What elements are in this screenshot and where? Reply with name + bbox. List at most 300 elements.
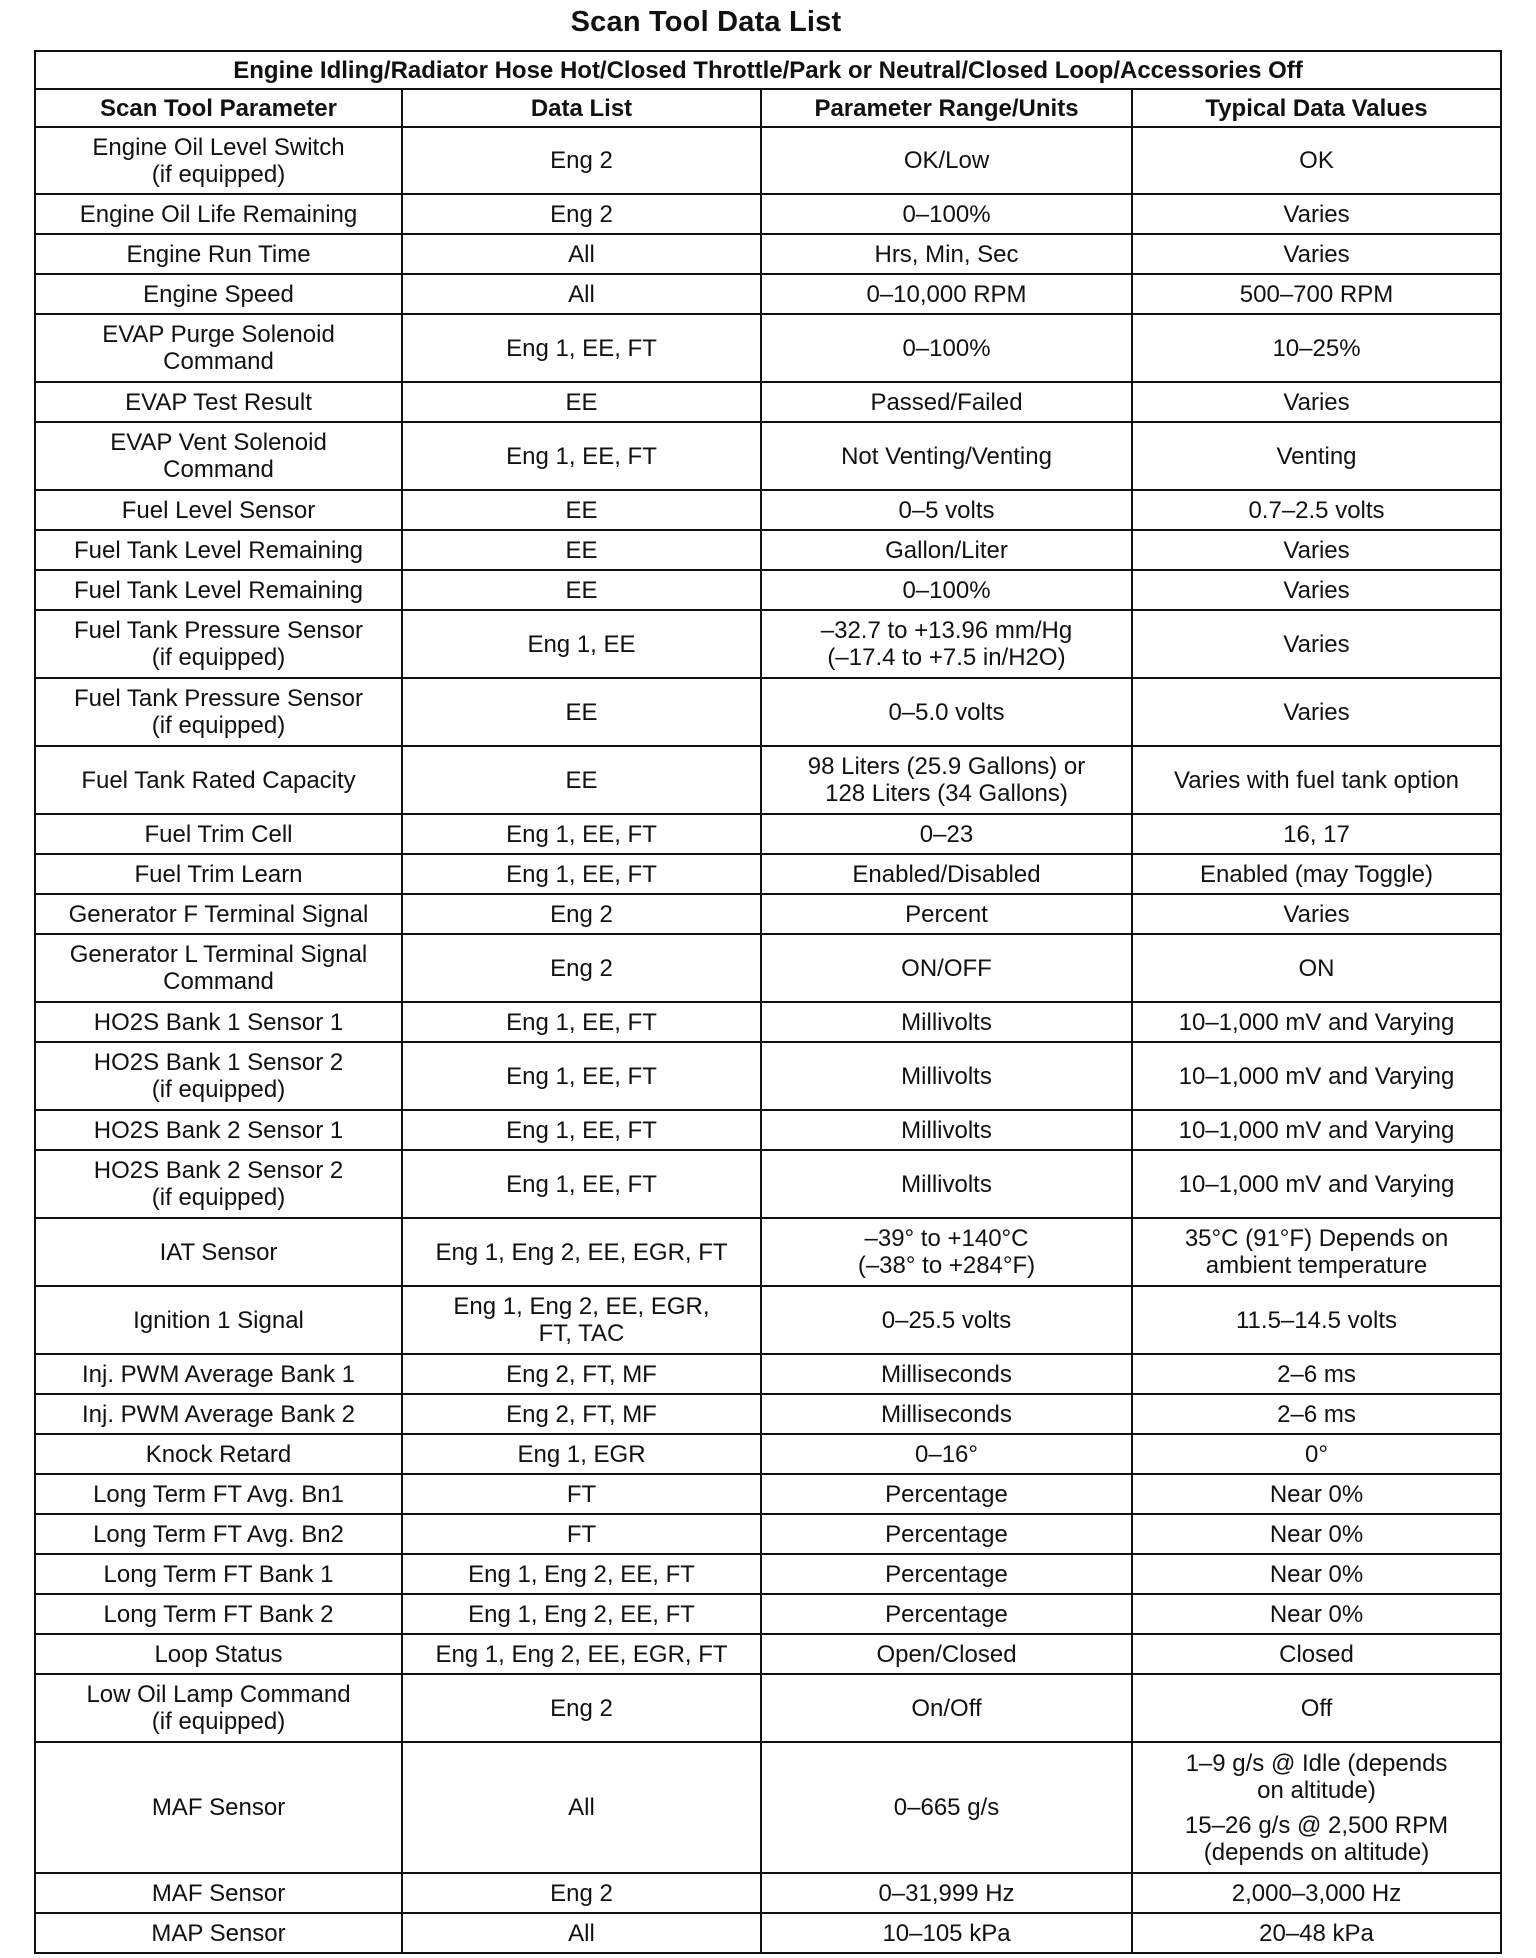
range-units-cell (761, 490, 1132, 530)
range-units-cell (761, 1474, 1132, 1514)
typical-value-cell (1132, 678, 1501, 746)
range-units-cell (761, 814, 1132, 854)
cell-line: Engine Oil Level Switch (92, 133, 345, 161)
cell-line: Inj. PWM Average Bank 2 (81, 1400, 356, 1428)
cell-line: OK/Low (903, 147, 990, 174)
table-row (35, 570, 1501, 610)
cell-line: Percentage (885, 1560, 1008, 1588)
cell-line: HO2S Bank 1 Sensor 2 (93, 1049, 344, 1076)
range-units-cell (761, 422, 1132, 490)
cell-line: Eng 1, EE, FT (506, 334, 657, 362)
cell-line: Eng 1, Eng 2, EE, FT (468, 1560, 695, 1588)
data-list-cell (402, 1394, 761, 1434)
cell-line: Loop Status (154, 1640, 283, 1668)
parameter-cell (35, 194, 402, 234)
cell-line: Command (163, 348, 274, 375)
cell-line: Eng 1, Eng 2, EE, EGR, FT (435, 1640, 728, 1668)
table-row (35, 934, 1501, 1002)
cell-line: 10–25% (1272, 334, 1361, 362)
cell-line: MAF Sensor (151, 1794, 286, 1821)
parameter-cell (35, 1514, 402, 1554)
column-header-typical-values: Typical Data Values (1132, 89, 1501, 127)
cell-line: EE (565, 698, 598, 726)
table-row (35, 854, 1501, 894)
cell-line: 0–16° (915, 1440, 978, 1468)
table-row (35, 746, 1501, 814)
cell-line: 10–1,000 mV and Varying (1178, 1008, 1455, 1036)
parameter-cell (35, 1594, 402, 1634)
parameter-cell (35, 1218, 402, 1286)
data-list-cell (402, 1873, 761, 1913)
parameter-cell (35, 234, 402, 274)
typical-value-cell (1132, 274, 1501, 314)
parameter-cell (35, 1634, 402, 1674)
cell-line: Ignition 1 Signal (133, 1306, 304, 1334)
cell-line: Varies (1283, 536, 1350, 564)
data-list-cell (402, 1474, 761, 1514)
range-units-cell (761, 530, 1132, 570)
parameter-cell (35, 1354, 402, 1394)
typical-value-cell (1132, 1042, 1501, 1110)
cell-line: Fuel Tank Level Remaining (73, 576, 364, 604)
table-row (35, 894, 1501, 934)
cell-line: EE (565, 576, 598, 604)
typical-value-cell (1132, 1674, 1501, 1742)
cell-line: Eng 1, EE, FT (506, 1170, 657, 1198)
cell-line: All (568, 1794, 595, 1821)
range-units-cell (761, 1554, 1132, 1594)
parameter-cell (35, 1913, 402, 1953)
typical-value-cell (1132, 1354, 1501, 1394)
cell-line: Eng 1, Eng 2, EE, EGR, (453, 1293, 710, 1320)
typical-value-cell (1132, 934, 1501, 1002)
cell-line: Percent (905, 900, 988, 928)
parameter-cell (35, 314, 402, 382)
cell-line: Fuel Trim Learn (134, 860, 303, 888)
cell-line: 16, 17 (1283, 820, 1350, 848)
typical-value-cell (1132, 314, 1501, 382)
range-units-cell (761, 1218, 1132, 1286)
cell-line: –32.7 to +13.96 mm/Hg (820, 617, 1073, 644)
data-list-cell (402, 127, 761, 194)
table-row (35, 1674, 1501, 1742)
typical-value-cell (1132, 382, 1501, 422)
cell-line: Command (163, 456, 274, 483)
cell-line: 0–665 g/s (893, 1794, 1000, 1821)
range-units-cell (761, 1002, 1132, 1042)
cell-paragraph: 1–9 g/s @ Idle (depends on altitude) (1185, 1749, 1448, 1804)
table-row (35, 1514, 1501, 1554)
typical-value-cell (1132, 1474, 1501, 1514)
data-list-cell (402, 1110, 761, 1150)
cell-line: Open/Closed (876, 1640, 1017, 1668)
cell-line: Eng 1, EE, FT (506, 1116, 657, 1144)
cell-line: 0–5.0 volts (888, 698, 1005, 726)
data-list-cell (402, 1218, 761, 1286)
typical-value-cell (1132, 1286, 1501, 1354)
cell-line: Off (1300, 1694, 1333, 1722)
data-list-cell (402, 1742, 761, 1873)
cell-line: HO2S Bank 2 Sensor 2 (93, 1157, 344, 1184)
cell-line: EE (565, 388, 598, 416)
range-units-cell (761, 610, 1132, 678)
data-list-cell (402, 1042, 761, 1110)
typical-value-cell (1132, 1742, 1501, 1873)
cell-line: (if equipped) (151, 160, 286, 188)
cell-line: 0–25.5 volts (881, 1306, 1012, 1334)
typical-value-cell (1132, 894, 1501, 934)
cell-line: Varies (1283, 388, 1350, 416)
data-list-cell (402, 490, 761, 530)
cell-line: Milliseconds (881, 1400, 1012, 1428)
range-units-cell (761, 234, 1132, 274)
data-list-cell (402, 274, 761, 314)
cell-line: Engine Run Time (126, 240, 311, 268)
typical-value-cell (1132, 490, 1501, 530)
data-list-cell (402, 1913, 761, 1953)
cell-line: Not Venting/Venting (841, 442, 1052, 470)
cell-line: Percentage (885, 1480, 1008, 1508)
table-row (35, 314, 1501, 382)
data-list-cell (402, 1286, 761, 1354)
cell-line: Percentage (885, 1600, 1008, 1628)
cell-line: EVAP Vent Solenoid (110, 429, 327, 456)
cell-line: Eng 1, EE, FT (506, 820, 657, 848)
parameter-cell (35, 422, 402, 490)
table-row (35, 1913, 1501, 1953)
range-units-cell (761, 934, 1132, 1002)
table-row (35, 1042, 1501, 1110)
range-units-cell (761, 127, 1132, 194)
cell-line: Millivolts (901, 1008, 992, 1036)
cell-line: (if equipped) (151, 1708, 286, 1735)
data-list-cell (402, 234, 761, 274)
parameter-cell (35, 1042, 402, 1110)
typical-value-cell (1132, 570, 1501, 610)
typical-value-cell (1132, 234, 1501, 274)
column-header-data-list: Data List (402, 89, 761, 127)
cell-line: Millivolts (901, 1116, 992, 1144)
data-list-cell (402, 1634, 761, 1674)
typical-value-cell (1132, 127, 1501, 194)
cell-line: ON/OFF (901, 954, 992, 982)
cell-line: 0–23 (919, 820, 974, 848)
cell-line: Long Term FT Avg. Bn2 (93, 1520, 344, 1548)
cell-line: (if equipped) (151, 644, 286, 671)
column-header-parameter: Scan Tool Parameter (35, 89, 402, 127)
cell-line: Generator L Terminal Signal (69, 941, 368, 968)
table-row (35, 1873, 1501, 1913)
cell-line: Millivolts (901, 1170, 992, 1198)
data-list-cell (402, 422, 761, 490)
typical-value-cell (1132, 1434, 1501, 1474)
cell-line: 11.5–14.5 volts (1235, 1306, 1397, 1334)
range-units-cell (761, 1150, 1132, 1218)
cell-line: Fuel Tank Level Remaining (73, 536, 364, 564)
cell-line: 0–100% (902, 200, 991, 228)
data-list-cell (402, 314, 761, 382)
cell-line: Fuel Tank Pressure Sensor (73, 617, 364, 644)
data-list-cell (402, 570, 761, 610)
cell-line: Command (163, 968, 274, 995)
cell-line: Eng 1, EE, FT (506, 1008, 657, 1036)
table-row (35, 234, 1501, 274)
cell-line: Eng 1, Eng 2, EE, FT (468, 1600, 695, 1628)
table-row (35, 490, 1501, 530)
typical-value-cell (1132, 1873, 1501, 1913)
conditions-header: Engine Idling/Radiator Hose Hot/Closed Throttle/Park or Neutral/Closed Loop/Accessories Off (35, 51, 1501, 89)
cell-line: Low Oil Lamp Command (86, 1681, 351, 1708)
cell-line: Long Term FT Bank 1 (103, 1560, 334, 1588)
cell-line: 35°C (91°F) Depends on (1184, 1225, 1449, 1252)
range-units-cell (761, 1434, 1132, 1474)
table-row (35, 610, 1501, 678)
parameter-cell (35, 127, 402, 194)
typical-value-cell (1132, 1594, 1501, 1634)
data-list-cell (402, 814, 761, 854)
range-units-cell (761, 854, 1132, 894)
table-row (35, 422, 1501, 490)
data-list-cell (402, 1002, 761, 1042)
cell-line: Varies (1283, 900, 1350, 928)
typical-value-cell (1132, 814, 1501, 854)
cell-line: Eng 2 (550, 200, 613, 228)
cell-line: Varies (1283, 240, 1350, 268)
cell-line: Near 0% (1269, 1520, 1364, 1548)
cell-line: Eng 1, EE, FT (506, 860, 657, 888)
cell-line: Eng 1, Eng 2, EE, EGR, FT (435, 1238, 728, 1266)
data-list-cell (402, 530, 761, 570)
data-list-cell (402, 894, 761, 934)
typical-value-cell (1132, 1110, 1501, 1150)
parameter-cell (35, 530, 402, 570)
range-units-cell (761, 382, 1132, 422)
cell-line: MAF Sensor (151, 1879, 286, 1907)
range-units-cell (761, 1286, 1132, 1354)
cell-line: FT (566, 1480, 597, 1508)
parameter-cell (35, 1150, 402, 1218)
cell-line: Varies (1283, 576, 1350, 604)
cell-line: Fuel Level Sensor (121, 496, 316, 524)
cell-line: EVAP Test Result (125, 388, 312, 416)
cell-line: Eng 2, FT, MF (506, 1360, 657, 1388)
cell-line: Near 0% (1269, 1480, 1364, 1508)
parameter-cell (35, 746, 402, 814)
parameter-cell (35, 1474, 402, 1514)
typical-value-cell (1132, 1514, 1501, 1554)
cell-line: Generator F Terminal Signal (68, 900, 369, 928)
cell-line: Eng 1, EE (527, 630, 636, 658)
column-header-range-units: Parameter Range/Units (761, 89, 1132, 127)
cell-line: Varies (1283, 630, 1350, 658)
range-units-cell (761, 1674, 1132, 1742)
parameter-cell (35, 1002, 402, 1042)
typical-value-cell (1132, 1913, 1501, 1953)
data-list-cell (402, 194, 761, 234)
data-list-cell (402, 1674, 761, 1742)
cell-line: EVAP Purge Solenoid (102, 321, 335, 348)
cell-line: 2–6 ms (1277, 1400, 1356, 1428)
cell-line: Eng 2 (550, 1879, 613, 1907)
parameter-cell (35, 854, 402, 894)
cell-line: EE (565, 496, 598, 524)
table-row (35, 1150, 1501, 1218)
cell-line: 0–10,000 RPM (866, 280, 1027, 308)
range-units-cell (761, 1594, 1132, 1634)
cell-line: (–17.4 to +7.5 in/H2O) (827, 644, 1066, 671)
cell-line: Fuel Tank Pressure Sensor (73, 685, 364, 712)
cell-line: 0–100% (902, 576, 991, 604)
table-row (35, 382, 1501, 422)
typical-value-cell (1132, 422, 1501, 490)
table-row (35, 678, 1501, 746)
cell-line: Milliseconds (881, 1360, 1012, 1388)
data-list-cell (402, 1354, 761, 1394)
range-units-cell (761, 894, 1132, 934)
cell-line: FT, TAC (538, 1320, 625, 1347)
cell-line: Eng 2 (550, 954, 613, 982)
typical-value-cell (1132, 530, 1501, 570)
table-row (35, 1742, 1501, 1873)
typical-value-cell (1132, 1150, 1501, 1218)
cell-line: Fuel Trim Cell (144, 820, 293, 848)
range-units-cell (761, 274, 1132, 314)
range-units-cell (761, 746, 1132, 814)
parameter-cell (35, 1434, 402, 1474)
cell-line: –39° to +140°C (864, 1225, 1029, 1252)
conditions-row (35, 51, 1501, 89)
table-row (35, 1554, 1501, 1594)
cell-line: Enabled/Disabled (852, 860, 1041, 888)
parameter-cell (35, 1110, 402, 1150)
cell-line: Venting (1276, 442, 1357, 470)
parameter-cell (35, 678, 402, 746)
table-row (35, 1354, 1501, 1394)
table-row (35, 127, 1501, 194)
table-row (35, 1394, 1501, 1434)
cell-line: EE (565, 536, 598, 564)
cell-line: 0° (1305, 1440, 1328, 1468)
data-list-cell (402, 610, 761, 678)
cell-line: Knock Retard (145, 1440, 292, 1468)
cell-line: Hrs, Min, Sec (874, 240, 1019, 268)
typical-value-cell (1132, 1554, 1501, 1594)
range-units-cell (761, 1110, 1132, 1150)
range-units-cell (761, 1913, 1132, 1953)
parameter-cell (35, 894, 402, 934)
cell-line: Varies with fuel tank option (1173, 766, 1460, 794)
cell-line: OK (1299, 147, 1334, 174)
table-row (35, 1474, 1501, 1514)
cell-line: 0–5 volts (898, 496, 995, 524)
cell-line: Closed (1279, 1640, 1354, 1668)
cell-line: Eng 2 (550, 147, 613, 174)
cell-line: 10–105 kPa (882, 1919, 1011, 1947)
cell-line: Near 0% (1269, 1600, 1364, 1628)
range-units-cell (761, 1394, 1132, 1434)
data-list-cell (402, 1554, 761, 1594)
cell-line: Long Term FT Avg. Bn1 (93, 1480, 344, 1508)
cell-line: Gallon/Liter (885, 536, 1008, 564)
table-row (35, 814, 1501, 854)
cell-line: On/Off (911, 1694, 982, 1722)
data-list-cell (402, 934, 761, 1002)
parameter-cell (35, 1873, 402, 1913)
cell-line: Eng 1, EGR (517, 1440, 646, 1468)
table-row (35, 1218, 1501, 1286)
cell-line: EE (565, 766, 598, 794)
table-row (35, 1110, 1501, 1150)
range-units-cell (761, 1354, 1132, 1394)
range-units-cell (761, 678, 1132, 746)
document-title: Scan Tool Data List (570, 6, 842, 38)
table-row (35, 1594, 1501, 1634)
parameter-cell (35, 1394, 402, 1434)
range-units-cell (761, 1042, 1132, 1110)
range-units-cell (761, 1873, 1132, 1913)
cell-line: Enabled (may Toggle) (1199, 860, 1434, 888)
data-list-cell (402, 678, 761, 746)
cell-line: 500–700 RPM (1239, 280, 1394, 308)
data-list-cell (402, 854, 761, 894)
cell-line: All (568, 1919, 595, 1947)
cell-line: (if equipped) (151, 712, 286, 739)
typical-value-cell (1132, 194, 1501, 234)
cell-line: Eng 2, FT, MF (506, 1400, 657, 1428)
cell-line: Fuel Tank Rated Capacity (81, 766, 356, 794)
data-list-cell (402, 746, 761, 814)
table-row (35, 194, 1501, 234)
cell-line: FT (566, 1520, 597, 1548)
data-list-cell (402, 382, 761, 422)
scan-tool-data-table (34, 50, 1502, 1954)
cell-line: IAT Sensor (159, 1238, 278, 1266)
parameter-cell (35, 814, 402, 854)
cell-line: All (568, 240, 595, 268)
table-body (35, 127, 1501, 1953)
cell-line: Engine Oil Life Remaining (79, 200, 358, 228)
cell-line: Engine Speed (143, 280, 294, 308)
parameter-cell (35, 1674, 402, 1742)
cell-line: HO2S Bank 1 Sensor 1 (93, 1008, 344, 1036)
cell-line: Percentage (885, 1520, 1008, 1548)
typical-value-cell (1132, 746, 1501, 814)
table-row (35, 530, 1501, 570)
parameter-cell (35, 934, 402, 1002)
data-list-cell (402, 1594, 761, 1634)
cell-line: (if equipped) (151, 1076, 286, 1103)
typical-value-cell (1132, 854, 1501, 894)
cell-line: Eng 1, EE, FT (506, 442, 657, 470)
cell-line: (–38° to +284°F) (857, 1252, 1036, 1279)
cell-line: ON (1298, 954, 1335, 982)
cell-line: 0–100% (902, 334, 991, 362)
range-units-cell (761, 194, 1132, 234)
cell-line: Near 0% (1269, 1560, 1364, 1588)
table-row (35, 1434, 1501, 1474)
parameter-cell (35, 610, 402, 678)
range-units-cell (761, 314, 1132, 382)
range-units-cell (761, 1742, 1132, 1873)
cell-line: Eng 1, EE, FT (506, 1062, 657, 1090)
parameter-cell (35, 382, 402, 422)
table-row (35, 274, 1501, 314)
parameter-cell (35, 1742, 402, 1873)
cell-line: 0.7–2.5 volts (1248, 496, 1385, 524)
cell-line: 98 Liters (25.9 Gallons) or (807, 753, 1086, 780)
data-list-cell (402, 1434, 761, 1474)
parameter-cell (35, 1286, 402, 1354)
